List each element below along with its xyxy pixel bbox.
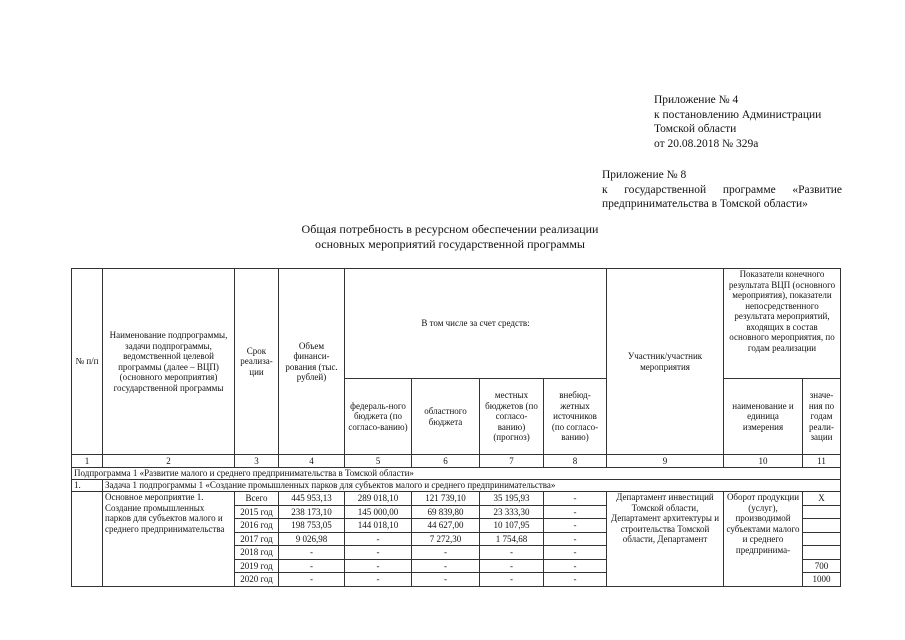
cell-volume: 238 173,10 — [279, 505, 345, 519]
cell-local: 1 754,68 — [480, 532, 544, 546]
cell-indicator-value — [803, 505, 841, 519]
cell-volume: - — [279, 573, 345, 587]
cell-federal: - — [345, 546, 412, 560]
col-number: 9 — [607, 455, 724, 468]
cell-regional: 121 739,10 — [412, 492, 480, 506]
col-number: 2 — [103, 455, 235, 468]
header-indicator-value: значе-ния по годам реали-зации — [803, 379, 841, 455]
cell-indicator-value: Х — [803, 492, 841, 506]
cell-volume: - — [279, 546, 345, 560]
cell-period: 2019 год — [235, 559, 279, 573]
cell-offbudget: - — [544, 573, 607, 587]
col-number: 1 — [72, 455, 103, 468]
subprogram-row: Подпрограмма 1 «Развитие малого и среднего предпринимательства в Томской области» — [72, 468, 841, 480]
appendix-8-block — [602, 168, 842, 212]
appendix-8-line3: предпринимательства в Томской области» — [602, 198, 808, 210]
header-sources: В том числе за счет средств: — [345, 269, 607, 379]
cell-period: 2015 год — [235, 505, 279, 519]
cell-federal: 144 018,10 — [345, 519, 412, 533]
cell-indicator-value — [803, 546, 841, 560]
header-federal: федераль-ного бюджета (по согласо-ванию) — [345, 379, 412, 455]
header-regional: областного бюджета — [412, 379, 480, 455]
cell-local: - — [480, 546, 544, 560]
row-num-blank — [72, 492, 103, 587]
cell-offbudget: - — [544, 532, 607, 546]
cell-period: 2020 год — [235, 573, 279, 587]
activity-name: Основное мероприятие 1. Создание промышленных парков для субъектов малого и среднего предпринимательства — [103, 492, 235, 587]
col-number: 5 — [345, 455, 412, 468]
task-row: Задача 1 подпрограммы 1 «Создание промышленных парков для субъектов малого и среднего предпринимательства» — [103, 480, 841, 492]
appendix-4-line4: от 20.08.2018 № 329а — [654, 137, 759, 150]
appendix-4-block — [654, 93, 884, 151]
header-participant: Участник/участник мероприятия — [607, 269, 724, 455]
header-name: Наименование подпрограммы, задачи подпрограммы, ведомственной целевой программы (далее – ВЦП) (основного мероприятия) государственной программы — [103, 269, 235, 455]
page-title — [200, 222, 700, 251]
task-num: 1. — [72, 480, 103, 492]
cell-federal: 289 018,10 — [345, 492, 412, 506]
cell-local: 35 195,93 — [480, 492, 544, 506]
cell-federal: - — [345, 559, 412, 573]
cell-indicator-value — [803, 519, 841, 533]
cell-offbudget: - — [544, 559, 607, 573]
col-number: 7 — [480, 455, 544, 468]
cell-offbudget: - — [544, 492, 607, 506]
title-line2: основных мероприятий государственной программы — [314, 236, 585, 251]
table-row — [72, 492, 841, 506]
activity-participant: Департамент инвестиций Томской области, Департамент архитектуры и строительства Томской области, Департамент — [607, 492, 724, 587]
appendix-8-line1: Приложение № 8 — [602, 169, 687, 181]
header-term: Срок реализа-ции — [235, 269, 279, 455]
cell-period: 2016 год — [235, 519, 279, 533]
header-indicators: Показатели конечного результата ВЦП (основного мероприятия), показатели непосредственного результата мероприятий, входящих в состав основного мероприятия, по годам реализации — [724, 269, 841, 379]
cell-offbudget: - — [544, 546, 607, 560]
title-line1: Общая потребность в ресурсном обеспечении реализации — [301, 222, 599, 236]
cell-volume: - — [279, 559, 345, 573]
cell-indicator-value: 1000 — [803, 573, 841, 587]
cell-period: 2018 год — [235, 546, 279, 560]
cell-period: 2017 год — [235, 532, 279, 546]
cell-local: 10 107,95 — [480, 519, 544, 533]
header-volume: Объем финанси-рования (тыс. рублей) — [279, 269, 345, 455]
header-num: № п/п — [72, 269, 103, 455]
cell-local: - — [480, 559, 544, 573]
appendix-8-line2: к государственной программе «Развитие — [602, 183, 842, 196]
cell-regional: 7 272,30 — [412, 532, 480, 546]
header-indicator-name: наименование и единица измерения — [724, 379, 803, 455]
cell-regional: - — [412, 573, 480, 587]
column-number-row — [72, 455, 841, 468]
cell-federal: 145 000,00 — [345, 505, 412, 519]
cell-volume: 445 953,13 — [279, 492, 345, 506]
col-number: 6 — [412, 455, 480, 468]
cell-offbudget: - — [544, 519, 607, 533]
appendix-4-line3: Томской области — [654, 123, 737, 135]
cell-local: 23 333,30 — [480, 505, 544, 519]
appendix-4-line2: к постановлению Администрации — [654, 108, 822, 121]
col-number: 8 — [544, 455, 607, 468]
cell-indicator-value — [803, 532, 841, 546]
cell-regional: 44 627,00 — [412, 519, 480, 533]
header-local: местных бюджетов (по согласо-ванию) (прогноз) — [480, 379, 544, 455]
resource-table — [71, 268, 841, 587]
cell-offbudget: - — [544, 505, 607, 519]
cell-regional: - — [412, 546, 480, 560]
cell-volume: 198 753,05 — [279, 519, 345, 533]
activity-indicator: Оборот продукции (услуг), производимой субъектами малого и среднего предпринима- — [724, 492, 803, 587]
appendix-4-line1: Приложение № 4 — [654, 94, 739, 106]
col-number: 4 — [279, 455, 345, 468]
col-number: 10 — [724, 455, 803, 468]
cell-federal: - — [345, 532, 412, 546]
cell-regional: - — [412, 559, 480, 573]
cell-volume: 9 026,98 — [279, 532, 345, 546]
cell-local: - — [480, 573, 544, 587]
col-number: 3 — [235, 455, 279, 468]
cell-federal: - — [345, 573, 412, 587]
cell-regional: 69 839,80 — [412, 505, 480, 519]
cell-indicator-value: 700 — [803, 559, 841, 573]
col-number: 11 — [803, 455, 841, 468]
cell-period: Всего — [235, 492, 279, 506]
header-offbudget: внебюд-жетных источников (по согласо-ванию) — [544, 379, 607, 455]
